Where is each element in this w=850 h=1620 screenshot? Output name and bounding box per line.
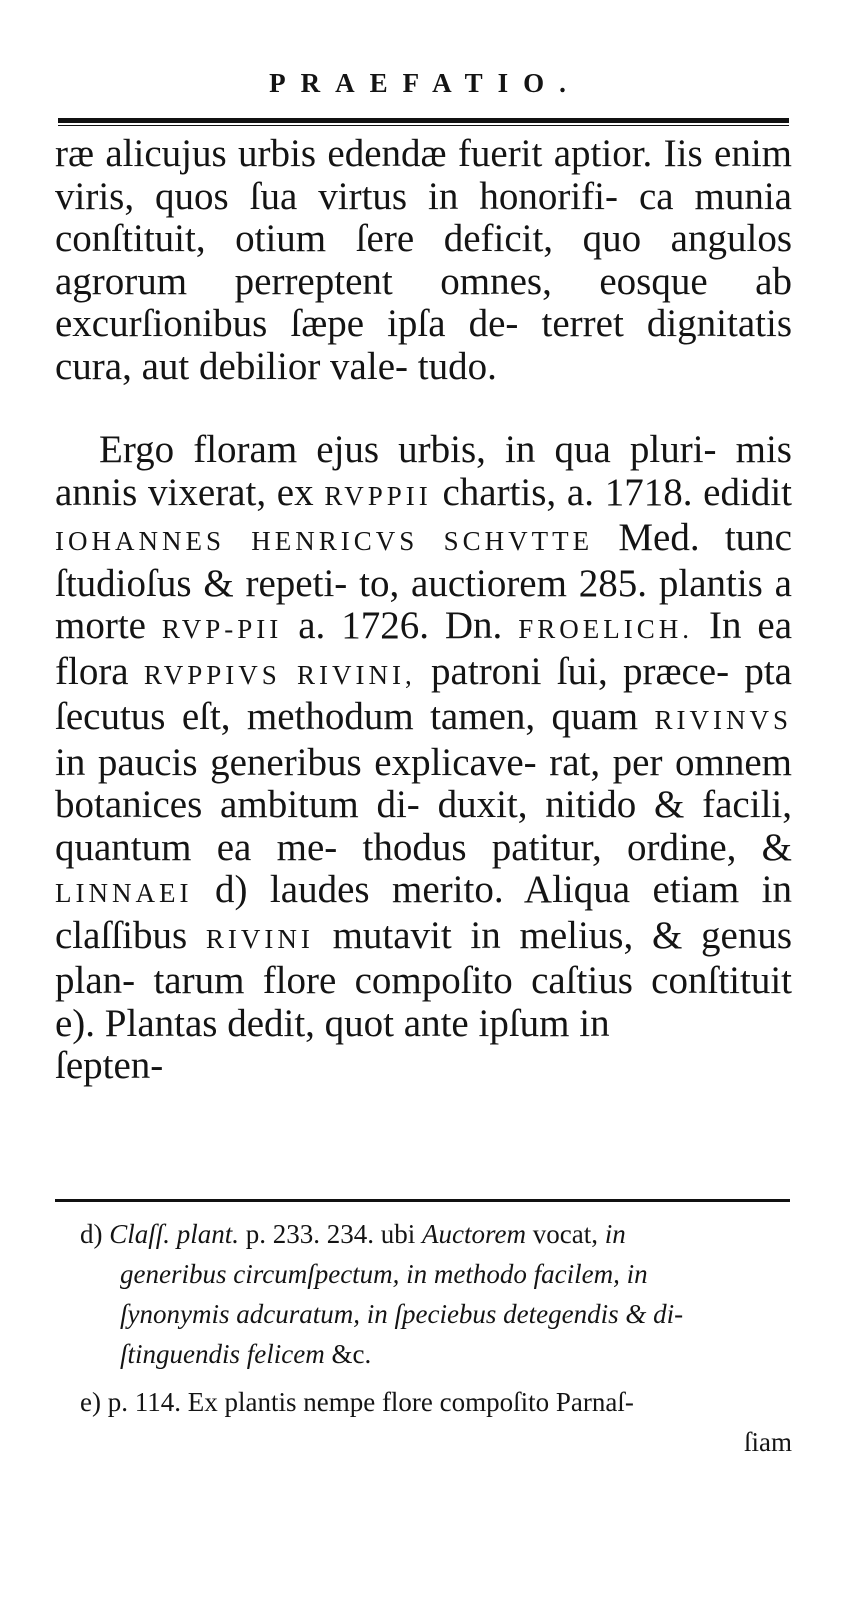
line: ræ alicujus urbis edendæ fuerit aptior. (55, 132, 653, 175)
line: duxit, nitido & facili, quantum ea me- (55, 783, 792, 869)
line: mutavit in melius, & genus plan- (55, 913, 792, 1002)
name-smallcaps: RIVINVS (654, 705, 793, 735)
citation-title: Claſſ. plant. (109, 1219, 240, 1249)
footnote-italic: ſtinguendis felicem (120, 1339, 325, 1369)
line: In ea flora (55, 604, 792, 693)
footnote-text: p. 114. Ex plantis nempe flore compoſito Parnaſ- (107, 1387, 634, 1417)
line: quo angulos agrorum perreptent omnes, (55, 217, 793, 303)
line: 1718. edidit (604, 470, 792, 514)
footnote-mark: e) (80, 1387, 101, 1417)
name-smallcaps: RIVINI (205, 923, 314, 954)
header-rule (58, 118, 789, 126)
footnote-text: p. 233. 234. ubi (239, 1219, 423, 1249)
name-smallcaps: RVPPII (324, 480, 432, 511)
line: chartis, a. (431, 470, 594, 514)
line: terret dignitatis cura, aut debilior vale- (55, 302, 793, 388)
line: mis annis vixerat, ex (55, 428, 792, 514)
line: tudo. (417, 344, 497, 388)
running-header: PRAEFATIO. (269, 68, 581, 98)
line: laudes merito. Aliqua etiam in claſſibus (55, 868, 792, 957)
catchword: ſepten- (55, 1044, 164, 1087)
line: tarum flore compoſito caſtius conſtituit (153, 959, 792, 1002)
footnotes (80, 1214, 792, 1470)
footnote-text: &c. (324, 1339, 372, 1369)
name-smallcaps: FROELICH. (518, 614, 694, 644)
footnote-italic: Auctorem (422, 1219, 527, 1249)
footnote-mark: d) (80, 1219, 103, 1249)
paragraph-gap (55, 388, 792, 429)
footnote-italic: in (604, 1219, 626, 1249)
name-smallcaps: SCHVTTE (443, 526, 594, 556)
line: pta ſecutus eſt, methodum tamen, quam (55, 649, 792, 738)
footnote-line (80, 1214, 792, 1254)
footnote-line: ſiam (744, 1427, 792, 1457)
name-smallcaps: IOHANNES HENRICVS (55, 526, 419, 556)
name-smallcaps: LINNAEI (55, 878, 193, 908)
line: to, auctiorem 285. plantis a morte (55, 561, 792, 647)
name-smallcaps: PII (237, 614, 283, 644)
line: patroni ſui, præce- (415, 649, 730, 693)
footnote-line: generibus circumſpectum, in methodo facilem, in (120, 1259, 648, 1289)
footnote-line (80, 1382, 792, 1422)
main-text (55, 133, 792, 1088)
line: eosque ab excurſionibus ſæpe ipſa de- (55, 259, 792, 345)
footnote-d (80, 1214, 792, 1374)
line: Iis enim viris, quos ſua virtus in honorifi- (55, 132, 793, 218)
line: a. 1726. Dn. (282, 604, 519, 647)
catchword-line (55, 1045, 792, 1088)
line: e). Plantas dedit, quot ante ipſum in (55, 1001, 610, 1045)
footnote-line (80, 1334, 792, 1374)
name-smallcaps: RVPPIVS RIVINI, (143, 659, 416, 690)
footnote-e (80, 1382, 792, 1462)
paragraph-2 (55, 429, 792, 1045)
name-smallcaps: RVP- (161, 614, 238, 644)
footnote-text: vocat, (526, 1219, 605, 1249)
line: in paucis generibus explicave- (55, 740, 537, 784)
footnote-line: ſynonymis adcuratum, in ſpeciebus detegendis & di- (120, 1299, 684, 1329)
line: Ergo floram ejus urbis, in qua pluri- (99, 428, 717, 471)
line: Med. tunc ſtudioſus & repeti- (55, 516, 792, 605)
paragraph-1 (55, 133, 792, 388)
line: ca munia conſtituit, otium ſere deficit, (55, 174, 792, 260)
line: thodus patitur, ordine, & (362, 825, 793, 869)
footnote-rule (55, 1199, 790, 1202)
line: d) (192, 868, 248, 911)
line: rat, per omnem botanices ambitum di- (55, 740, 792, 826)
